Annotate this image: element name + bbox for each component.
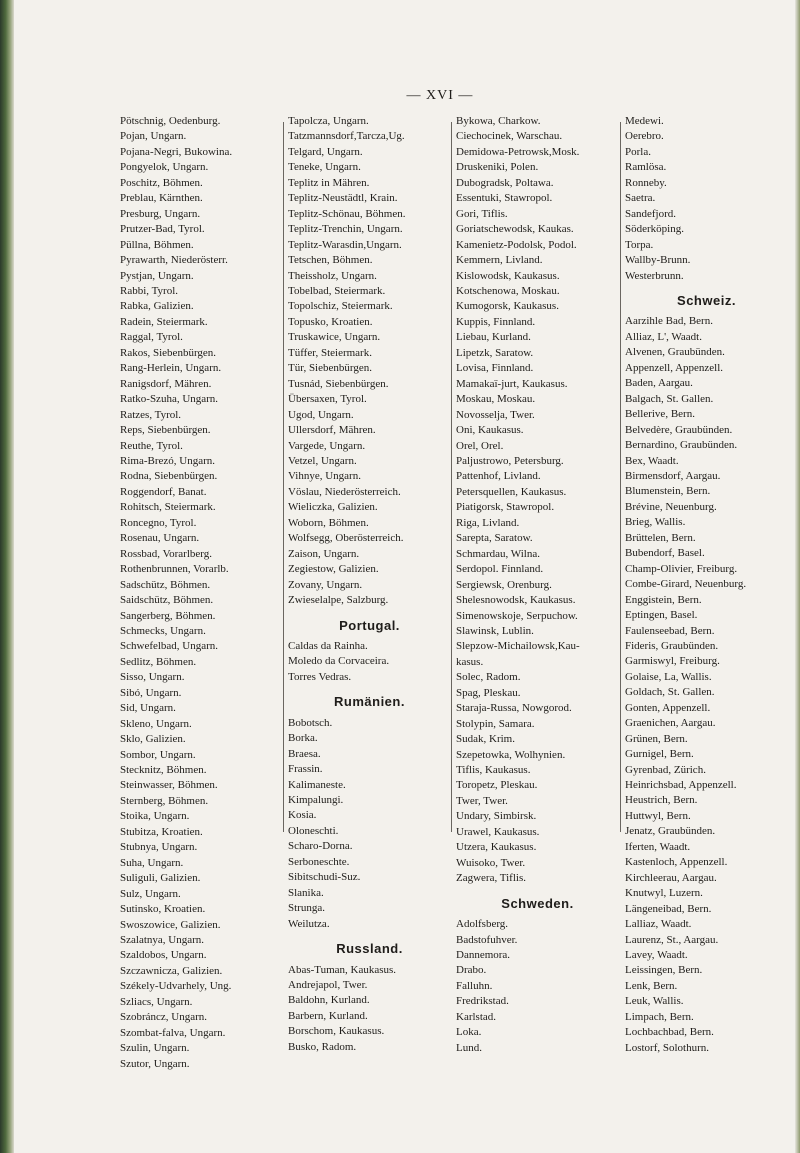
spa-entry: Rima-Brezó, Ungarn.: [120, 454, 215, 467]
spa-entry: Leissingen, Bern.: [625, 964, 703, 977]
spa-entry: Ramlösa.: [625, 161, 667, 174]
spa-entry: Suha, Ungarn.: [120, 856, 184, 869]
spa-entry: Teneke, Ungarn.: [288, 161, 361, 174]
spa-entry: Wallby-Brunn.: [625, 254, 691, 267]
spa-entry: Aarzihle Bad, Bern.: [625, 315, 713, 328]
spa-entry: Stecknitz, Böhmen.: [120, 764, 207, 777]
spa-entry: Pötschnig, Oedenburg.: [120, 115, 221, 127]
spa-entry: Grünen, Bern.: [625, 732, 688, 745]
spa-entry: Appenzell, Appenzell.: [625, 361, 724, 374]
spa-entry: Sarepta, Saratow.: [456, 532, 533, 545]
spa-entry: Frassin.: [288, 763, 323, 776]
spa-entry: Wieliczka, Galizien.: [288, 501, 378, 514]
country-heading: Schweiz.: [677, 292, 736, 308]
spa-entry: Szulin, Ungarn.: [120, 1042, 190, 1055]
spa-entry: Birmensdorf, Aargau.: [625, 469, 721, 482]
spa-entry: Braesa.: [288, 747, 321, 760]
spa-entry: Saidschütz, Böhmen.: [120, 594, 214, 607]
spa-entry: Kuppis, Finnland.: [456, 315, 536, 328]
spa-entry: Sibó, Ungarn.: [120, 686, 182, 699]
spa-entry: Borschom, Kaukasus.: [288, 1025, 385, 1038]
spa-entry: Reuthe, Tyrol.: [120, 439, 183, 452]
spa-entry: Badstofuhver.: [456, 933, 518, 946]
spa-entry: Zaison, Ungarn.: [288, 547, 360, 560]
spa-entry: Stubitza, Kroatien.: [120, 825, 203, 838]
spa-entry: Lalliaz, Waadt.: [625, 918, 692, 931]
spa-entry: Prutzer-Bad, Tyrol.: [120, 223, 205, 236]
spa-entry: Slawinsk, Lublin.: [456, 624, 534, 637]
spa-entry: Bex, Waadt.: [625, 454, 679, 467]
spa-entry: Szaldobos, Ungarn.: [120, 949, 207, 962]
spa-entry: Lovisa, Finnland.: [456, 362, 534, 375]
spa-entry: Roncegno, Tyrol.: [120, 516, 197, 529]
country-heading: Rumänien.: [334, 694, 405, 710]
spa-entry: Orel, Orel.: [456, 439, 504, 452]
spa-entry: Bykowa, Charkow.: [456, 115, 541, 127]
spa-entry: Söderköping.: [625, 223, 684, 236]
spa-entry: Borka.: [288, 732, 318, 745]
spa-entry: Ugod, Ungarn.: [288, 408, 354, 421]
spa-entry: Ranigsdorf, Mähren.: [120, 377, 212, 390]
spa-entry: Rodna, Siebenbürgen.: [120, 470, 218, 483]
spa-entry: Sergiewsk, Orenburg.: [456, 578, 552, 591]
spa-entry: Urawel, Kaukasus.: [456, 825, 540, 838]
column-4: [625, 114, 800, 1056]
spa-entry: Teplitz-Schönau, Böhmen.: [288, 207, 406, 220]
spa-entry: Tapolcza, Ungarn.: [288, 115, 369, 127]
spa-entry: Bernardino, Graubünden.: [625, 439, 738, 452]
spa-entry: Lund.: [456, 1041, 482, 1054]
spa-entry: kasus.: [456, 655, 484, 668]
spa-entry: Steinwasser, Böhmen.: [120, 779, 218, 792]
spa-entry: Gori, Tiflis.: [456, 207, 508, 220]
spa-entry: Lavey, Waadt.: [625, 949, 688, 962]
spa-entry: Andrejapol, Twer.: [288, 979, 368, 992]
spa-entry: Karlstad.: [456, 1010, 497, 1023]
spa-entry: Sombor, Ungarn.: [120, 748, 196, 761]
spa-entry: Goriatschewodsk, Kaukas.: [456, 223, 574, 236]
spa-entry: Tusnád, Siebenbürgen.: [288, 377, 389, 390]
spa-entry: Vöslau, Niederösterreich.: [288, 485, 401, 498]
spa-entry: Tetschen, Böhmen.: [288, 254, 373, 267]
spa-entry: Rabbi, Tyrol.: [120, 284, 178, 297]
spa-entry: Busko, Radom.: [288, 1040, 357, 1053]
spa-entry: Schwefelbad, Ungarn.: [120, 640, 219, 653]
spa-entry: Püllna, Böhmen.: [120, 238, 194, 251]
spa-entry: Iferten, Waadt.: [625, 840, 691, 853]
spa-entry: Riga, Livland.: [456, 516, 520, 529]
spa-entry: Übersaxen, Tyrol.: [288, 393, 367, 406]
spa-entry: Oloneschti.: [288, 824, 339, 837]
spa-entry: Lenk, Bern.: [625, 979, 678, 992]
spa-entry: Bubendorf, Basel.: [625, 547, 705, 560]
spa-entry: Woborn, Böhmen.: [288, 516, 369, 529]
spa-entry: Truskawice, Ungarn.: [288, 331, 381, 344]
spa-entry: Serdopol. Finnland.: [456, 563, 544, 576]
spa-entry: Rohitsch, Steiermark.: [120, 501, 216, 514]
spa-entry: Sisso, Ungarn.: [120, 671, 185, 684]
spa-entry: Vetzel, Ungarn.: [288, 454, 357, 467]
spa-entry: Schmardau, Wilna.: [456, 547, 540, 560]
spa-entry: Theissholz, Ungarn.: [288, 269, 377, 282]
spa-entry: Pyrawarth, Niederösterr.: [120, 254, 228, 267]
spa-entry: Drabo.: [456, 964, 487, 977]
spa-entry: Huttwyl, Bern.: [625, 809, 691, 822]
spa-entry: Combe-Girard, Neuenburg.: [625, 578, 747, 591]
spa-entry: Stubnya, Ungarn.: [120, 841, 198, 854]
spa-entry: Rossbad, Vorarlberg.: [120, 547, 212, 560]
spa-entry: Sedlitz, Böhmen.: [120, 655, 197, 668]
spa-entry: Kumogorsk, Kaukasus.: [456, 300, 559, 313]
spa-entry: Vargede, Ungarn.: [288, 439, 366, 452]
spa-entry: Baldohn, Kurland.: [288, 994, 370, 1007]
spa-entry: Tiflis, Kaukasus.: [456, 764, 531, 777]
spa-entry: Paljustrowo, Petersburg.: [456, 454, 564, 467]
spa-entry: Teplitz in Mähren.: [288, 176, 370, 189]
spa-entry: Reps, Siebenbürgen.: [120, 424, 211, 437]
spa-entry: Preblau, Kärnthen.: [120, 192, 203, 205]
spa-entry: Alliaz, L', Waadt.: [625, 330, 702, 343]
spa-entry: Sid, Ungarn.: [120, 702, 176, 715]
spa-entry: Fideris, Graubünden.: [625, 639, 719, 652]
spa-entry: Sadschütz, Böhmen.: [120, 578, 211, 591]
spa-entry: Golaise, La, Wallis.: [625, 670, 712, 683]
spa-entry: Loka.: [456, 1026, 482, 1039]
spa-entry: Roggendorf, Banat.: [120, 485, 207, 498]
spa-entry: Champ-Olivier, Freiburg.: [625, 562, 738, 575]
spa-entry: Heustrich, Bern.: [625, 794, 698, 807]
spa-entry: Szalatnya, Ungarn.: [120, 934, 204, 947]
country-heading: Schweden.: [501, 895, 574, 911]
spa-entry: Oni, Kaukasus.: [456, 424, 524, 437]
spa-entry: Blumenstein, Bern.: [625, 485, 711, 498]
spa-entry: Swoszowice, Galizien.: [120, 918, 221, 931]
spa-entry: Stolypin, Samara.: [456, 717, 535, 730]
spa-entry: Topusko, Kroatien.: [288, 315, 373, 328]
spa-entry: Utzera, Kaukasus.: [456, 841, 537, 854]
spa-entry: Rothenbrunnen, Vorarlb.: [120, 563, 229, 576]
spa-entry: Gyrenbad, Zürich.: [625, 763, 706, 776]
spa-entry: Liebau, Kurland.: [456, 331, 531, 344]
column-1: [120, 114, 295, 1072]
spa-entry: Tobelbad, Steiermark.: [288, 284, 386, 297]
spa-entry: Barbern, Kurland.: [288, 1009, 368, 1022]
spa-entry: Kimpalungi.: [288, 794, 344, 807]
spa-entry: Sudak, Krim.: [456, 733, 515, 746]
spa-entry: Wolfsegg, Oberösterreich.: [288, 532, 404, 545]
spa-entry: Suliguli, Galizien.: [120, 872, 201, 885]
spa-entry: Strunga.: [288, 902, 325, 915]
spa-entry: Tatzmannsdorf,Tarcza,Ug.: [288, 130, 405, 143]
spa-entry: Ciechocinek, Warschau.: [456, 130, 563, 143]
spa-entry: Brieg, Wallis.: [625, 516, 686, 529]
spa-entry: Spag, Pleskau.: [456, 686, 521, 699]
spa-entry: Sternberg, Böhmen.: [120, 794, 209, 807]
spa-entry: Westerbrunn.: [625, 269, 684, 282]
spa-entry: Lochbachbad, Bern.: [625, 1026, 714, 1039]
spa-entry: Stoika, Ungarn.: [120, 810, 190, 823]
spa-entry: Weilutza.: [288, 917, 330, 930]
spa-entry: Kastenloch, Appenzell.: [625, 856, 728, 869]
spa-entry: Kalimaneste.: [288, 778, 346, 791]
spa-entry: Undary, Simbirsk.: [456, 810, 537, 823]
spa-entry: Bobotsch.: [288, 716, 333, 729]
country-heading: Portugal.: [339, 617, 400, 633]
spa-entry: Rosenau, Ungarn.: [120, 532, 200, 545]
spa-entry: Kosia.: [288, 809, 317, 822]
spa-entry: Schmecks, Ungarn.: [120, 624, 206, 637]
spa-entry: Teplitz-Trenchin, Ungarn.: [288, 223, 403, 236]
spa-entry: Solec, Radom.: [456, 671, 521, 684]
spa-entry: Limpach, Bern.: [625, 1010, 694, 1023]
spa-entry: Szczawnicza, Galizien.: [120, 964, 223, 977]
spa-entry: Zovany, Ungarn.: [288, 578, 363, 591]
scan-left-edge: [0, 0, 14, 1153]
spa-entry: Brüttelen, Bern.: [625, 531, 696, 544]
spa-entry: Skleno, Ungarn.: [120, 717, 192, 730]
spa-entry: Slanika.: [288, 886, 324, 899]
spa-entry: Kislowodsk, Kaukasus.: [456, 269, 560, 282]
spa-entry: Abas-Tuman, Kaukasus.: [288, 963, 397, 976]
spa-entry: Laurenz, St., Aargau.: [625, 933, 719, 946]
spa-entry: Topolschiz, Steiermark.: [288, 300, 393, 313]
spa-entry: Demidowa-Petrowsk,Mosk.: [456, 145, 580, 158]
spa-entry: Mamakaï-jurt, Kaukasus.: [456, 377, 568, 390]
spa-entry: Caldas da Rainha.: [288, 639, 368, 652]
spa-entry: Sklo, Galizien.: [120, 733, 186, 746]
page-number: — XVI —: [406, 88, 474, 103]
spa-entry: Zwieselalpe, Salzburg.: [288, 594, 389, 607]
spa-entry: Torres Vedras.: [288, 670, 352, 683]
spa-entry: Serboneschte.: [288, 855, 350, 868]
spa-entry: Längeneibad, Bern.: [625, 902, 712, 915]
spa-entry: Medewi.: [625, 115, 664, 127]
spa-entry: Jenatz, Graubünden.: [625, 825, 716, 838]
spa-entry: Székely-Udvarhely, Ung.: [120, 980, 232, 993]
spa-entry: Telgard, Ungarn.: [288, 145, 363, 158]
spa-entry: Oerebro.: [625, 130, 664, 143]
spa-entry: Falluhn.: [456, 979, 493, 992]
spa-entry: Rakos, Siebenbürgen.: [120, 346, 217, 359]
spa-entry: Eptingen, Basel.: [625, 609, 698, 622]
spa-entry: Essentuki, Stawropol.: [456, 192, 553, 205]
country-heading: Russland.: [336, 941, 403, 957]
spa-entry: Raggal, Tyrol.: [120, 331, 183, 344]
spa-entry: Pystjan, Ungarn.: [120, 269, 194, 282]
column-3: [456, 114, 631, 1056]
spa-entry: Scharo-Dorna.: [288, 840, 353, 853]
spa-entry: Szutor, Ungarn.: [120, 1057, 190, 1070]
spa-entry: Szliacs, Ungarn.: [120, 995, 193, 1008]
spa-entry: Ronneby.: [625, 176, 667, 189]
spa-entry: Garmiswyl, Freiburg.: [625, 655, 720, 668]
spa-entry: Saetra.: [625, 192, 656, 205]
spa-entry: Teplitz-Neustädtl, Krain.: [288, 192, 398, 205]
spa-entry: Ratko-Szuha, Ungarn.: [120, 393, 219, 406]
spa-entry: Belvedère, Graubünden.: [625, 423, 733, 436]
spa-entry: Adolfsberg.: [456, 918, 509, 931]
spa-entry: Sutinsko, Kroatien.: [120, 903, 206, 916]
spa-entry: Staraja-Russa, Nowgorod.: [456, 702, 572, 715]
spa-entry: Twer, Twer.: [456, 794, 508, 807]
spa-entry: Poschitz, Böhmen.: [120, 176, 203, 189]
spa-entry: Moledo da Corvaceira.: [288, 655, 390, 668]
spa-entry: Gurnigel, Bern.: [625, 748, 694, 761]
spa-entry: Toropetz, Pleskau.: [456, 779, 538, 792]
spa-entry: Faulenseebad, Bern.: [625, 624, 715, 637]
column-2: [288, 114, 463, 1055]
spa-entry: Kotschenowa, Moskau.: [456, 284, 560, 297]
spa-entry: Tür, Siebenbürgen.: [288, 362, 372, 375]
spa-entry: Baden, Aargau.: [625, 377, 693, 390]
spa-entry: Goldach, St. Gallen.: [625, 686, 715, 699]
spa-entry: Pojan, Ungarn.: [120, 130, 187, 143]
spa-entry: Pongyelok, Ungarn.: [120, 161, 209, 174]
spa-entry: Knutwyl, Luzern.: [625, 887, 703, 900]
spa-entry: Alvenen, Graubünden.: [625, 346, 725, 359]
spa-entry: Kemmern, Livland.: [456, 254, 543, 267]
spa-entry: Szepetowka, Wolhynien.: [456, 748, 566, 761]
spa-entry: Fredrikstad.: [456, 995, 509, 1008]
spa-entry: Sibitschudi-Suz.: [288, 871, 361, 884]
spa-entry: Sulz, Ungarn.: [120, 887, 181, 900]
spa-entry: Presburg, Ungarn.: [120, 207, 201, 220]
spa-entry: Balgach, St. Gallen.: [625, 392, 714, 405]
spa-entry: Brévine, Neuenburg.: [625, 500, 717, 513]
spa-entry: Sangerberg, Böhmen.: [120, 609, 216, 622]
spa-entry: Ullersdorf, Mähren.: [288, 424, 376, 437]
spa-entry: Wuisoko, Twer.: [456, 856, 526, 869]
spa-entry: Slepzow-Michailowsk,Kau-: [456, 640, 580, 653]
spa-entry: Druskeniki, Polen.: [456, 161, 539, 174]
spa-entry: Enggistein, Bern.: [625, 593, 702, 606]
spa-entry: Gonten, Appenzell.: [625, 701, 711, 714]
spa-entry: Ratzes, Tyrol.: [120, 408, 182, 421]
spa-entry: Torpa.: [625, 238, 654, 251]
spa-entry: Lostorf, Solothurn.: [625, 1041, 710, 1054]
spa-entry: Kirchleerau, Aargau.: [625, 871, 717, 884]
spa-entry: Bellerive, Bern.: [625, 408, 695, 421]
spa-entry: Novosselja, Twer.: [456, 408, 535, 421]
spa-entry: Tüffer, Steiermark.: [288, 346, 372, 359]
spa-entry: Szombat-falva, Ungarn.: [120, 1026, 226, 1039]
spa-entry: Piatigorsk, Stawropol.: [456, 501, 555, 514]
spa-entry: Zegiestow, Galizien.: [288, 563, 379, 576]
spa-entry: Heinrichsbad, Appenzell.: [625, 779, 737, 792]
spa-entry: Graenichen, Aargau.: [625, 717, 716, 730]
spa-entry: Szobráncz, Ungarn.: [120, 1011, 208, 1024]
spa-entry: Leuk, Wallis.: [625, 995, 684, 1008]
spa-entry: Kamenietz-Podolsk, Podol.: [456, 238, 577, 251]
spa-entry: Pattenhof, Livland.: [456, 470, 541, 483]
spa-entry: Petersquellen, Kaukasus.: [456, 485, 567, 498]
spa-entry: Porla.: [625, 145, 651, 158]
spa-entry: Zagwera, Tiflis.: [456, 872, 526, 885]
spa-entry: Rang-Herlein, Ungarn.: [120, 362, 222, 375]
spa-entry: Shelesnowodsk, Kaukasus.: [456, 594, 576, 607]
spa-entry: Vihnye, Ungarn.: [288, 470, 361, 483]
spa-entry: Dannemora.: [456, 949, 511, 962]
spa-entry: Pojana-Negri, Bukowina.: [120, 145, 233, 158]
spa-entry: Lipetzk, Saratow.: [456, 346, 534, 359]
spa-entry: Teplitz-Warasdin,Ungarn.: [288, 238, 402, 251]
spa-entry: Radein, Steiermark.: [120, 315, 208, 328]
spa-entry: Simenowskoje, Serpuchow.: [456, 609, 578, 622]
spa-entry: Moskau, Moskau.: [456, 393, 536, 406]
spa-entry: Sandefjord.: [625, 207, 677, 220]
spa-entry: Rabka, Galizien.: [120, 300, 194, 313]
spa-entry: Dubogradsk, Poltawa.: [456, 176, 554, 189]
